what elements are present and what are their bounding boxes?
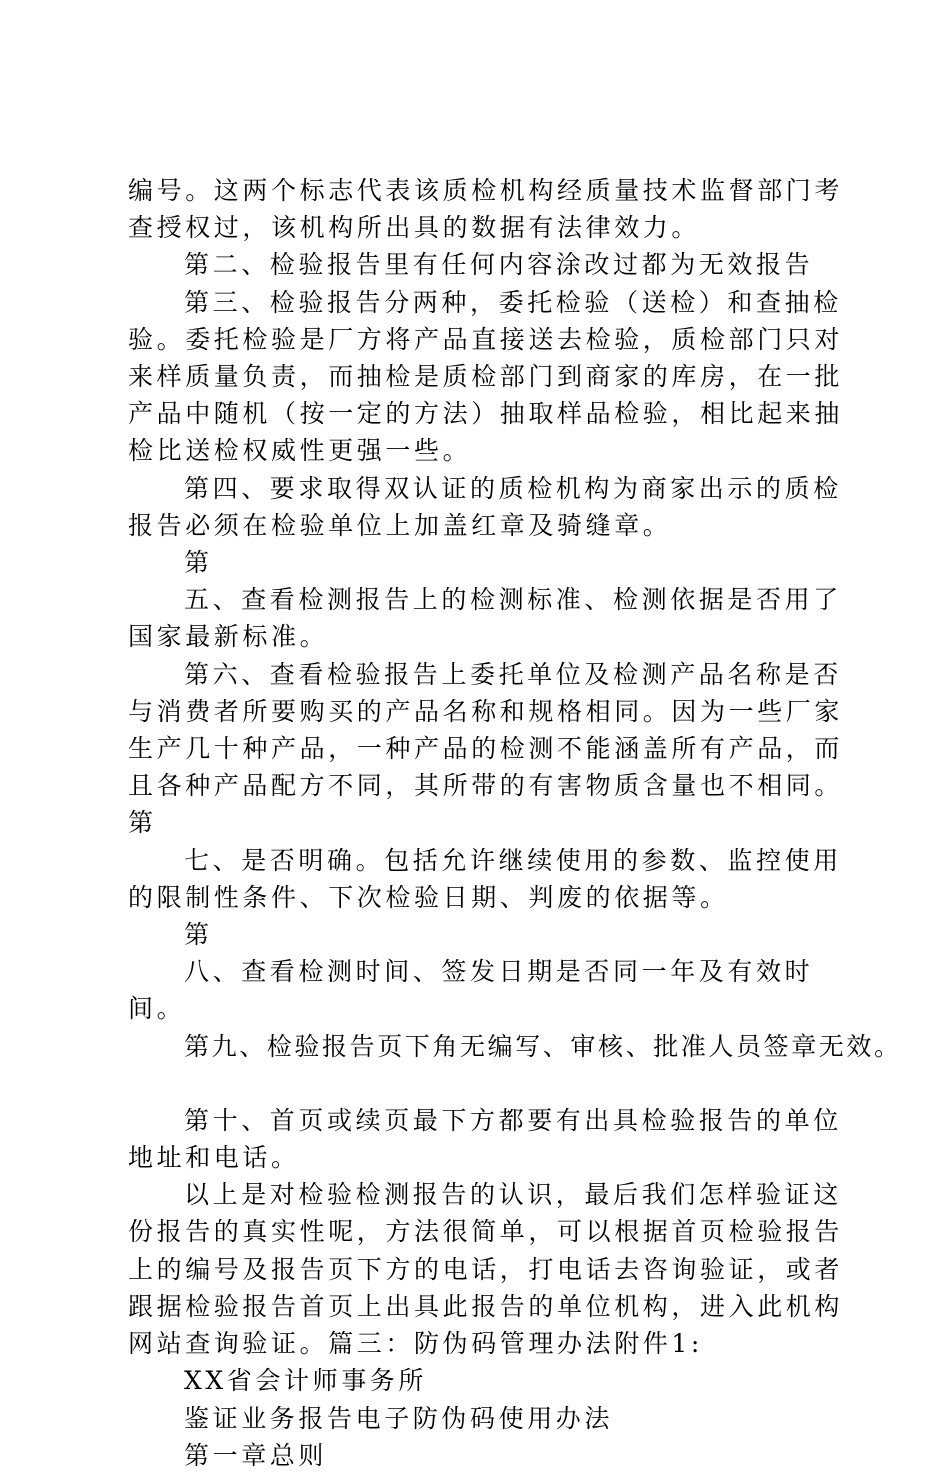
- paragraph-item-2: 第二、检验报告里有任何内容涂改过都为无效报告: [184, 250, 814, 280]
- paragraph-item-7: 七、是否明确。包括允许继续使用的参数、监控使用的限制性条件、下次检验日期、判废的依据等。: [128, 845, 842, 912]
- paragraph-summary: 以上是对检验检测报告的认识，最后我们怎样验证这份报告的真实性呢，方法很简单，可以根据首页检验报告上的编号及报告页下方的电话，打电话去咨询验证，或者跟据检验报告首页上出具此报告的单位机构，进入此机构网站查询验证。篇三：防伪码管理办法附件1:: [128, 1180, 844, 1359]
- paragraph-fragment-di-2: 第: [184, 920, 213, 950]
- paragraph-item-8: 八、查看检测时间、签发日期是否同一年及有效时间。: [128, 957, 814, 1024]
- paragraph-item-6: 第六、查看检验报告上委托单位及检测产品名称是否与消费者所要购买的产品名称和规格相同。因为一些厂家生产几十种产品，一种产品的检测不能涵盖所有产品，而且各种产品配方不同，其所带的有害物质含量也不相同。第: [128, 659, 844, 838]
- document-body: [128, 172, 902, 1474]
- paragraph-item-4: 第四、要求取得双认证的质检机构为商家出示的质检报告必须在检验单位上加盖红章及骑缝章。: [128, 473, 842, 540]
- paragraph-item-9: 第九、检验报告页下角无编写、审核、批准人员签章无效。: [184, 1031, 902, 1061]
- paragraph-item-10: 第十、首页或续页最下方都要有出具检验报告的单位地址和电话。: [128, 1105, 842, 1173]
- paragraph-fragment-di-1: 第: [184, 548, 213, 578]
- firm-name: XX省会计师事务所: [184, 1366, 427, 1396]
- chapter-heading: 第一章总则: [184, 1440, 328, 1470]
- regulation-title: 鉴证业务报告电子防伪码使用办法: [184, 1403, 614, 1433]
- paragraph-item-5: 五、查看检测报告上的检测标准、检测依据是否用了国家最新标准。: [128, 585, 842, 652]
- paragraph-item-3: 第三、检验报告分两种，委托检验（送检）和查抽检验。委托检验是厂方将产品直接送去检验，质检部门只对来样质量负责，而抽检是质检部门到商家的库房，在一批产品中随机（按一定的方法）抽取样品检验，相比起来抽检比送检权威性更强一些。: [128, 287, 844, 466]
- paragraph-continuation: 编号。这两个标志代表该质检机构经质量技术监督部门考查授权过，该机构所出具的数据有法律效力。: [128, 176, 844, 243]
